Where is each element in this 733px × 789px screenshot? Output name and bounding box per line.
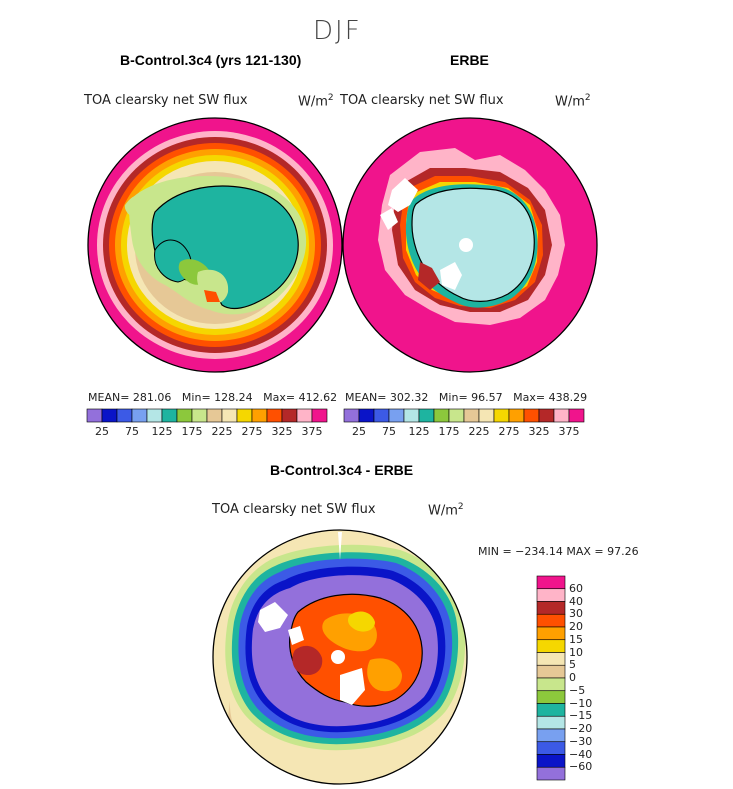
obs-units-exp: 2 bbox=[584, 93, 591, 103]
diff-colorbar-swatch bbox=[537, 576, 565, 589]
diff-colorbar-tick-label: 5 bbox=[569, 658, 576, 672]
obs-colorbar-tick-label: 325 bbox=[528, 425, 550, 438]
model-colorbar-swatch bbox=[312, 409, 327, 422]
diff-colorbar-swatch bbox=[537, 691, 565, 704]
model-map bbox=[88, 118, 342, 372]
model-colorbar-swatch bbox=[87, 409, 102, 422]
model-colorbar-swatch bbox=[162, 409, 177, 422]
obs-colorbar-tick-label: 175 bbox=[438, 425, 460, 438]
diff-colorbar-swatch bbox=[537, 704, 565, 717]
model-colorbar-swatch bbox=[102, 409, 117, 422]
diff-colorbar-swatch bbox=[537, 627, 565, 640]
obs-mean-label: MEAN= bbox=[345, 391, 387, 404]
diff-map bbox=[213, 530, 470, 785]
obs-variable-label: TOA clearsky net SW flux bbox=[340, 93, 504, 108]
diff-colorbar-swatch bbox=[537, 614, 565, 627]
diff-colorbar-tick-label: 20 bbox=[569, 620, 583, 633]
diff-minmax: MIN = −234.14 MAX = 97.26 bbox=[478, 545, 639, 558]
model-colorbar-swatch bbox=[222, 409, 237, 422]
diff-panel-title: B-Control.3c4 - ERBE bbox=[270, 462, 414, 478]
diff-colorbar-swatch bbox=[537, 665, 565, 678]
diff-colorbar-tick-label: −60 bbox=[569, 760, 593, 774]
model-colorbar-swatch bbox=[177, 409, 192, 422]
obs-mean-value: 302.32 bbox=[389, 391, 429, 404]
model-colorbar-swatch bbox=[132, 409, 147, 422]
diff-colorbar-swatch bbox=[537, 589, 565, 602]
model-min-value: 128.24 bbox=[214, 391, 253, 404]
obs-colorbar-tick-label: 25 bbox=[352, 425, 366, 438]
obs-map bbox=[343, 118, 597, 372]
obs-colorbar-swatch bbox=[554, 409, 569, 422]
model-max-label: Max= bbox=[263, 391, 296, 404]
diff-colorbar bbox=[537, 576, 565, 780]
diff-colorbar-tick-label: 15 bbox=[569, 632, 583, 646]
diff-colorbar-tick-label: 40 bbox=[569, 594, 583, 608]
diff-colorbar-tick-label: −20 bbox=[569, 722, 593, 735]
obs-colorbar-swatch bbox=[509, 409, 524, 422]
model-colorbar-swatch bbox=[297, 409, 312, 422]
model-colorbar-swatch bbox=[237, 409, 252, 422]
diff-colorbar-tick-label: −30 bbox=[569, 734, 593, 748]
obs-colorbar-swatch bbox=[449, 409, 464, 422]
obs-colorbar-tick-label: 225 bbox=[468, 425, 490, 438]
model-mean-label: MEAN= bbox=[88, 391, 130, 404]
model-colorbar-tick-label: 125 bbox=[151, 425, 173, 438]
diff-colorbar-tick-label: 30 bbox=[569, 607, 583, 621]
diff-units-exp: 2 bbox=[457, 502, 464, 512]
obs-min-value: 96.57 bbox=[471, 391, 503, 404]
obs-colorbar-swatch bbox=[494, 409, 509, 422]
diff-colorbar-swatch bbox=[537, 716, 565, 729]
obs-colorbar-swatch bbox=[404, 409, 419, 422]
diff-colorbar-swatch bbox=[537, 602, 565, 615]
model-colorbar-swatch bbox=[147, 409, 162, 422]
model-colorbar-swatch bbox=[282, 409, 297, 422]
obs-colorbar-swatch bbox=[524, 409, 539, 422]
model-colorbar-swatch bbox=[252, 409, 267, 422]
diff-units-base: W/m bbox=[428, 503, 458, 519]
obs-max-value: 438.29 bbox=[548, 391, 588, 404]
obs-colorbar-swatch bbox=[359, 409, 374, 422]
model-colorbar-swatch bbox=[267, 409, 282, 422]
diff-colorbar-swatch bbox=[537, 742, 565, 755]
model-colorbar-tick-label: 325 bbox=[271, 425, 293, 438]
diff-colorbar-tick-label: −10 bbox=[569, 696, 593, 710]
model-min-label: Min= bbox=[181, 391, 211, 404]
obs-colorbar-tick-label: 75 bbox=[382, 425, 396, 438]
diff-colorbar-swatch bbox=[537, 755, 565, 768]
model-colorbar-swatch bbox=[207, 409, 222, 422]
season-title: DJF bbox=[313, 16, 362, 46]
diff-colorbar-swatch bbox=[537, 729, 565, 742]
model-units-exp: 2 bbox=[327, 93, 334, 103]
obs-colorbar-swatch bbox=[539, 409, 554, 422]
obs-colorbar-swatch bbox=[344, 409, 359, 422]
model-variable-label: TOA clearsky net SW flux bbox=[84, 93, 248, 108]
model-colorbar-tick-label: 275 bbox=[241, 425, 263, 438]
obs-colorbar-swatch bbox=[464, 409, 479, 422]
obs-units-base: W/m bbox=[555, 94, 585, 110]
model-colorbar-tick-label: 75 bbox=[125, 425, 139, 438]
obs-colorbar-swatch bbox=[479, 409, 494, 422]
obs-panel-title: ERBE bbox=[450, 52, 489, 68]
model-colorbar-tick-label: 225 bbox=[211, 425, 233, 438]
model-colorbar-tick-label: 25 bbox=[95, 425, 109, 438]
diff-colorbar-swatch bbox=[537, 767, 565, 780]
obs-colorbar-swatch bbox=[374, 409, 389, 422]
model-colorbar-swatch bbox=[192, 409, 207, 422]
diff-colorbar-swatch bbox=[537, 653, 565, 666]
model-mean-value: 281.06 bbox=[132, 391, 172, 404]
diff-colorbar-tick-label: −15 bbox=[569, 709, 593, 723]
model-colorbar-tick-label: 175 bbox=[181, 425, 203, 438]
model-max-value: 412.62 bbox=[298, 391, 338, 404]
model-panel-title: B-Control.3c4 (yrs 121-130) bbox=[120, 52, 302, 68]
obs-colorbar-swatch bbox=[389, 409, 404, 422]
model-colorbar-tick-label: 375 bbox=[301, 425, 323, 438]
obs-colorbar bbox=[344, 409, 584, 422]
obs-colorbar-tick-label: 275 bbox=[498, 425, 520, 438]
obs-colorbar-tick-label: 125 bbox=[408, 425, 430, 438]
diff-colorbar-swatch bbox=[537, 640, 565, 653]
diff-colorbar-tick-label: 0 bbox=[569, 671, 576, 684]
model-colorbar bbox=[87, 409, 327, 422]
model-units-base: W/m bbox=[298, 94, 328, 110]
diff-colorbar-tick-label: −5 bbox=[569, 683, 586, 697]
obs-colorbar-swatch bbox=[434, 409, 449, 422]
diff-colorbar-tick-label: 60 bbox=[569, 581, 583, 595]
obs-max-label: Max= bbox=[513, 391, 546, 404]
obs-colorbar-swatch bbox=[419, 409, 434, 422]
diff-colorbar-tick-label: −40 bbox=[569, 747, 593, 761]
model-colorbar-swatch bbox=[117, 409, 132, 422]
obs-colorbar-tick-label: 375 bbox=[558, 425, 580, 438]
diff-colorbar-swatch bbox=[537, 678, 565, 691]
diff-variable-label: TOA clearsky net SW flux bbox=[212, 502, 376, 517]
obs-min-label: Min= bbox=[438, 391, 468, 404]
obs-colorbar-swatch bbox=[569, 409, 584, 422]
diff-colorbar-tick-label: 10 bbox=[569, 645, 583, 659]
